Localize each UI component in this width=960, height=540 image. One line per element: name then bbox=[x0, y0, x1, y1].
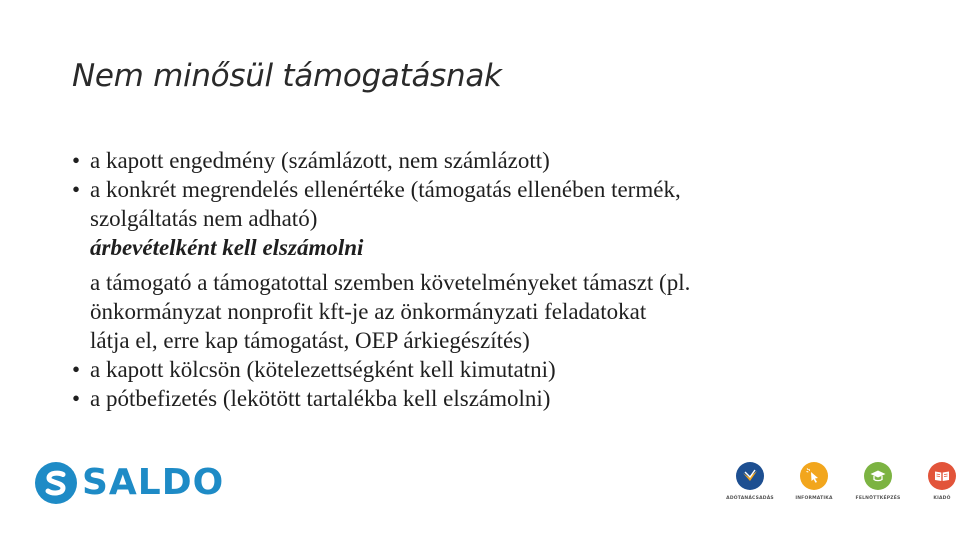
bullet-text: a kapott kölcsön (kötelezettségként kell kimutatni) bbox=[90, 357, 556, 382]
paragraph-line: a támogató a támogatottal szemben követelményeket támaszt (pl. bbox=[90, 270, 691, 295]
service-informatika bbox=[782, 462, 846, 501]
explanation-paragraph bbox=[72, 268, 932, 355]
service-icons bbox=[718, 462, 960, 501]
graduation-cap-icon bbox=[864, 462, 892, 490]
service-label: INFORMATIKA bbox=[795, 496, 833, 501]
cursor-click-icon bbox=[800, 462, 828, 490]
saldo-s-icon bbox=[34, 461, 78, 505]
slide-body bbox=[72, 146, 932, 413]
service-kiado bbox=[910, 462, 960, 501]
open-book-icon bbox=[928, 462, 956, 490]
slide-title: Nem minősül támogatásnak bbox=[72, 58, 502, 94]
bullet-marker: • bbox=[72, 357, 81, 382]
saldo-logo bbox=[34, 461, 224, 505]
bullet-item bbox=[72, 175, 932, 233]
bullet-marker: • bbox=[72, 148, 81, 173]
service-label: KIADÓ bbox=[933, 496, 951, 501]
service-felnottkepzes bbox=[846, 462, 910, 501]
paragraph-line: önkormányzat nonprofit kft-je az önkormányzati feladatokat bbox=[90, 299, 647, 324]
bullet-marker: • bbox=[72, 177, 81, 202]
service-label: FELNŐTTKÉPZÉS bbox=[855, 496, 901, 501]
bullet-item bbox=[72, 146, 932, 175]
paragraph-line: látja el, erre kap támogatást, OEP árkiegészítés) bbox=[90, 328, 530, 353]
bullet-text: a pótbefizetés (lekötött tartalékba kell elszámolni) bbox=[90, 386, 551, 411]
emphasis-text: árbevételként kell elszámolni bbox=[90, 235, 364, 260]
check-bird-icon bbox=[736, 462, 764, 490]
saldo-logo-text: SALDO bbox=[82, 462, 225, 503]
bullet-item bbox=[72, 384, 932, 413]
bullet-text-line: szolgáltatás nem adható) bbox=[90, 206, 318, 231]
bullet-item bbox=[72, 355, 932, 384]
service-label: ADÓTANÁCSADÁS bbox=[726, 496, 774, 501]
bullet-text: a kapott engedmény (számlázott, nem számlázott) bbox=[90, 148, 550, 173]
bullet-text-line: a konkrét megrendelés ellenértéke (támogatás ellenében termék, bbox=[90, 177, 681, 202]
bullet-marker: • bbox=[72, 386, 81, 411]
service-adotanacsadas bbox=[718, 462, 782, 501]
